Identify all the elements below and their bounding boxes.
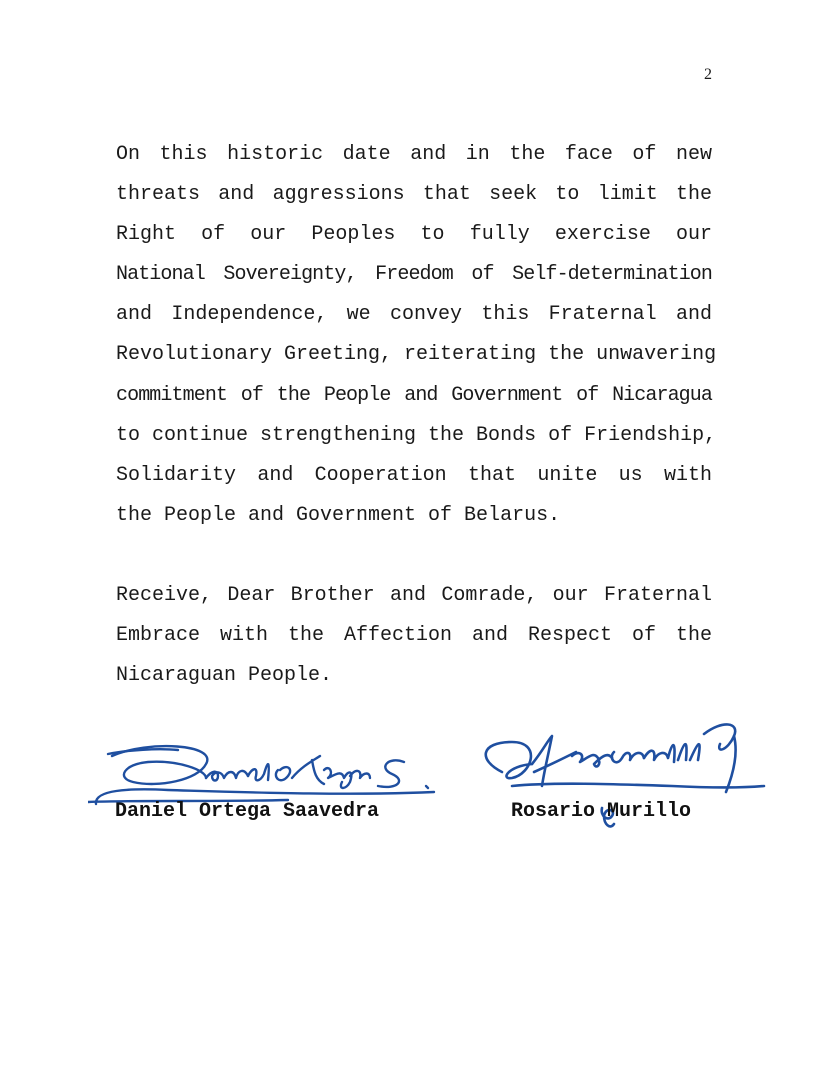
text-line: and Independence, we convey this Fraternal and (116, 303, 712, 327)
text-line: Revolutionary Greeting, reiterating the unwavering (116, 343, 717, 367)
text-line: Embrace with the Affection and Respect of the (116, 624, 712, 648)
paragraph-2 (116, 576, 712, 696)
signature-ortega (88, 730, 440, 810)
signer-name-murillo: Rosario Murillo (511, 800, 692, 823)
signer-name-ortega: Daniel Ortega Saavedra (115, 800, 380, 823)
text-line: commitment of the People and Government of Nicaragua (116, 383, 712, 407)
text-line: Receive, Dear Brother and Comrade, our Fraternal (116, 584, 712, 608)
text-line: the People and Government of Belarus. (116, 503, 561, 527)
text-line: National Sovereignty, Freedom of Self-determination (116, 263, 712, 287)
text-line: On this historic date and in the face of new (116, 143, 712, 166)
letter-body (116, 135, 717, 696)
paragraph-1 (116, 135, 717, 536)
signature-block (0, 710, 825, 840)
paragraph-gap (116, 536, 712, 576)
page-number: 2 (704, 66, 712, 83)
text-line: Solidarity and Cooperation that unite us with (116, 463, 712, 487)
text-line: threats and aggressions that seek to limit the (116, 183, 712, 207)
text-line: Right of our Peoples to fully exercise our (116, 223, 712, 247)
text-line: to continue strengthening the Bonds of Friendship, (116, 423, 717, 447)
text-line: Nicaraguan People. (116, 664, 333, 688)
